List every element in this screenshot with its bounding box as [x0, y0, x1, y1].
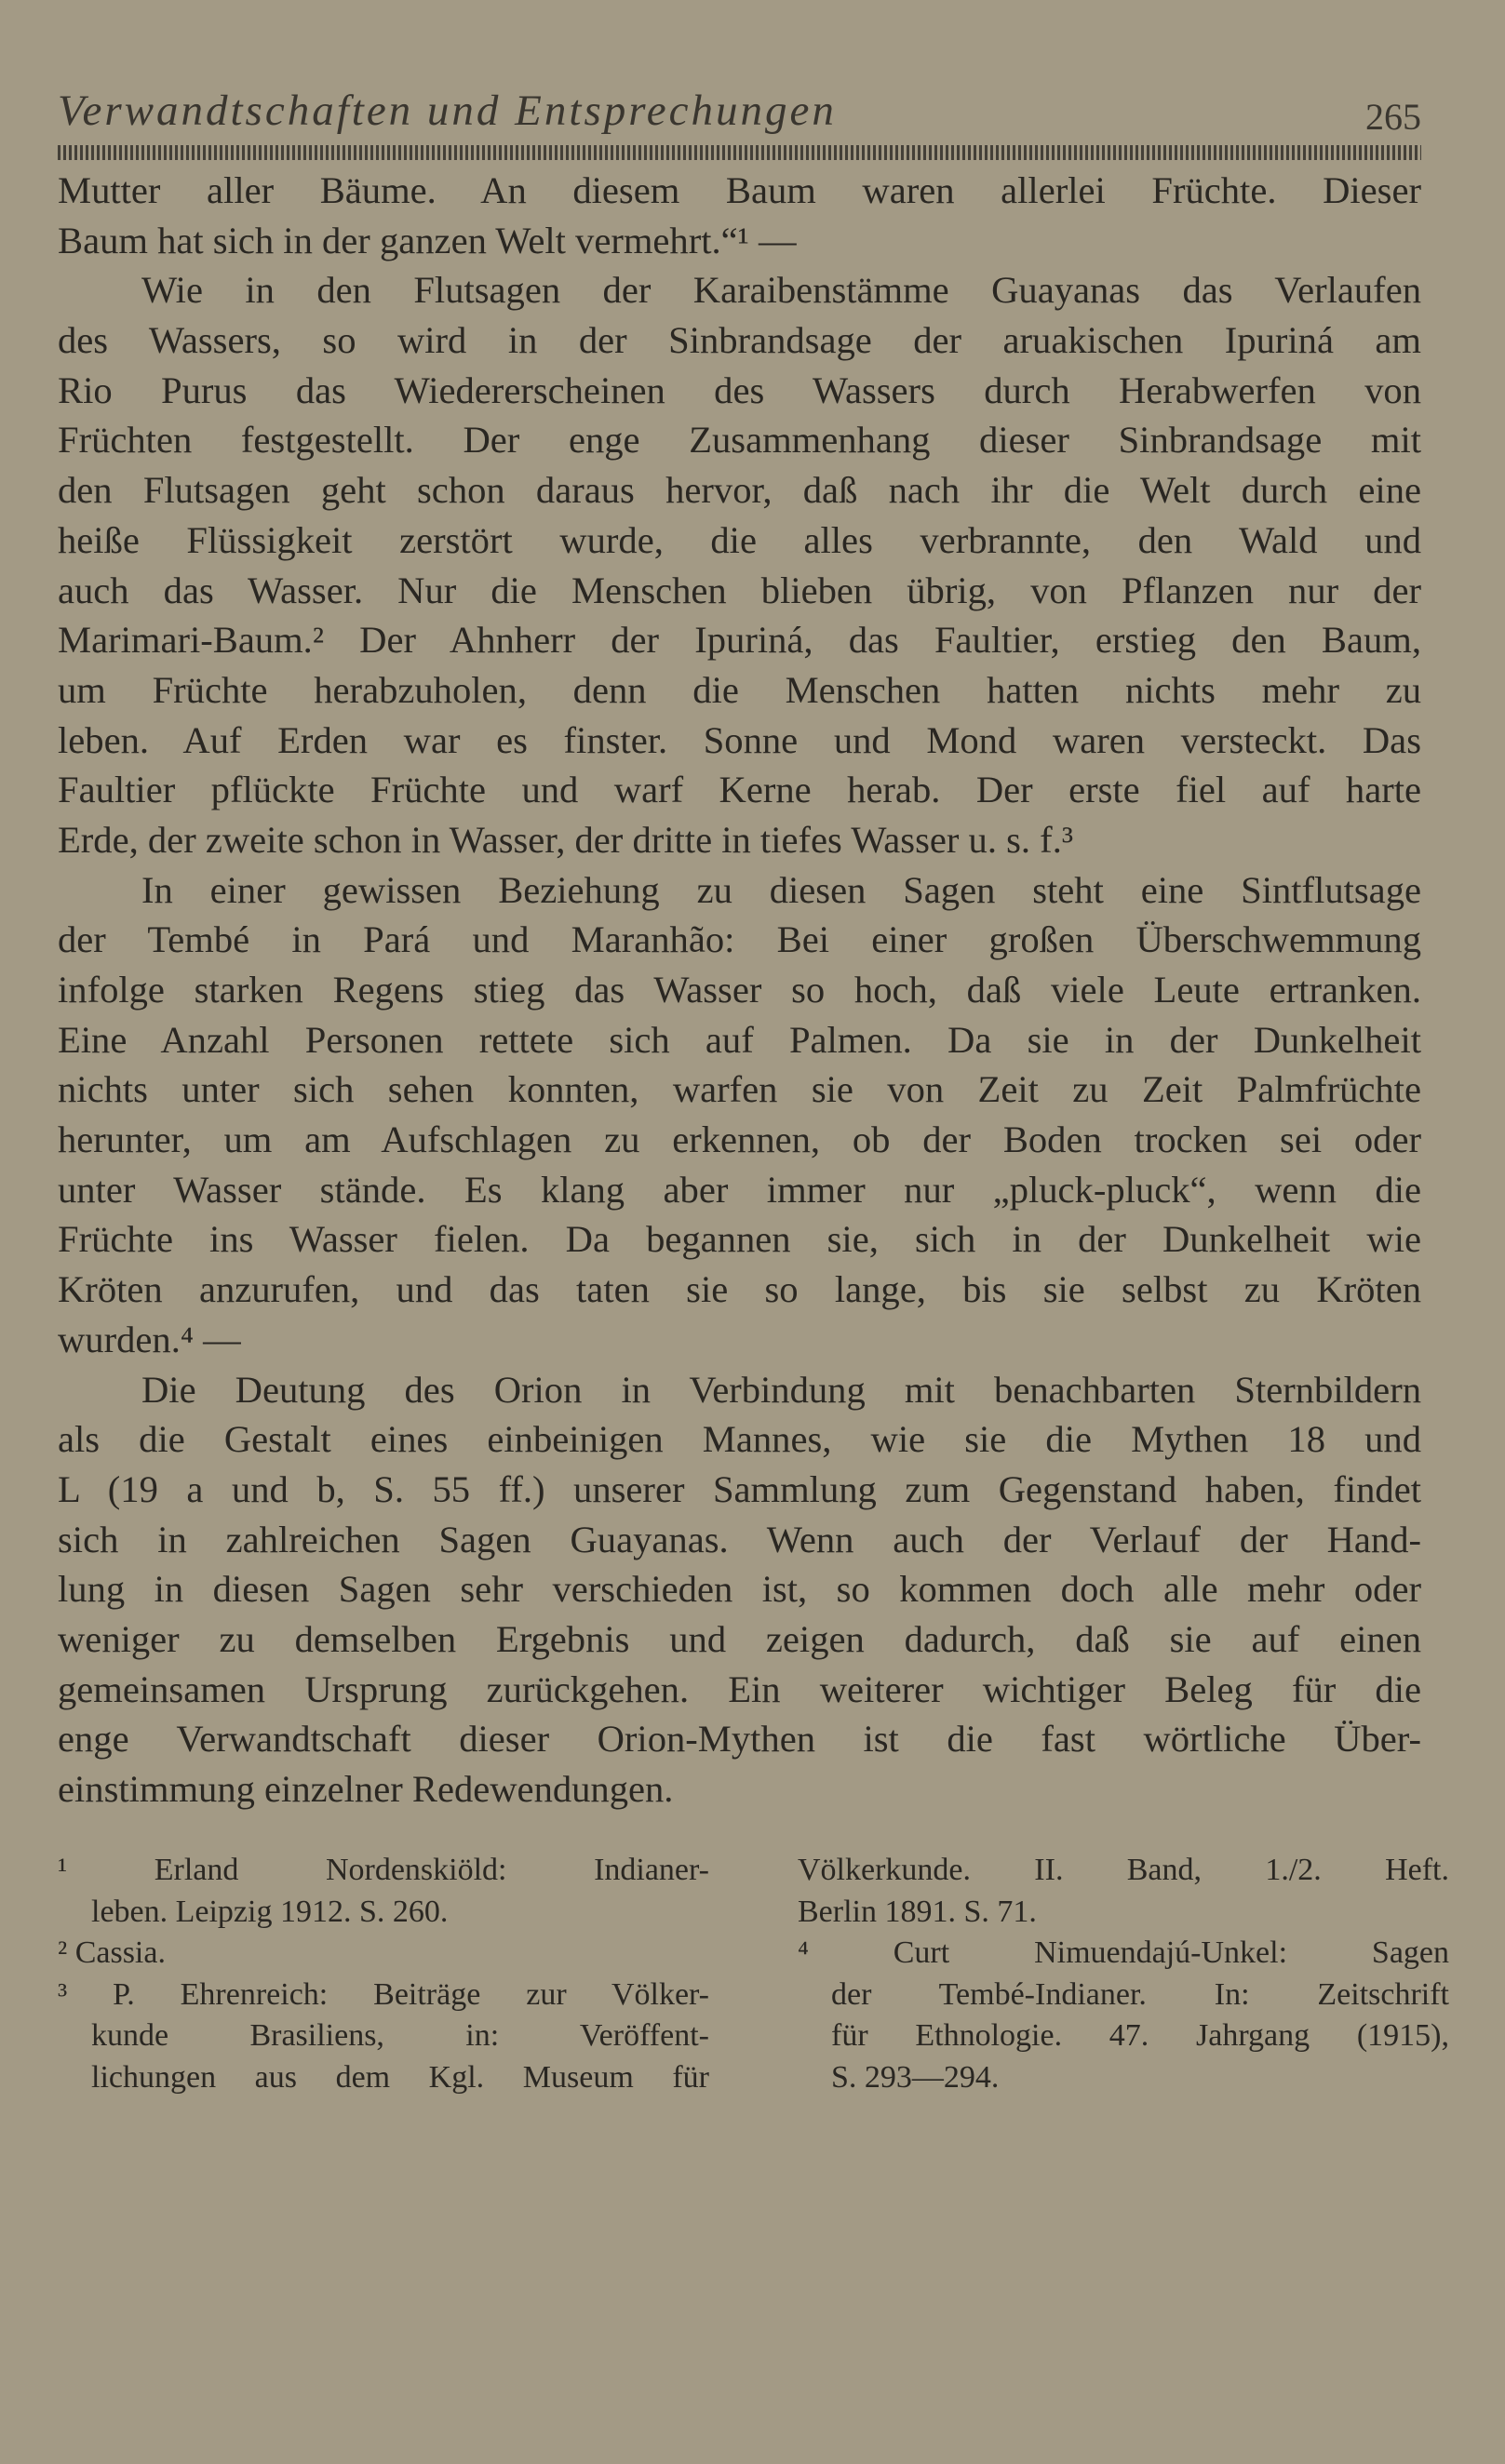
body-line: Die Deutung des Orion in Verbindung mit benachbarten Sternbildern	[141, 1368, 1421, 1411]
body-line: leben. Auf Erden war es finster. Sonne und Mond waren versteckt. Das	[58, 718, 1421, 761]
body-line: um Früchte herabzuholen, denn die Menschen hatten nichts mehr zu	[58, 668, 1421, 711]
running-title: Verwandtschaften und Entsprechungen	[58, 87, 837, 135]
body-line: des Wassers, so wird in der Sinbrandsage der aruakischen Ipuriná am	[58, 319, 1421, 362]
body-line: Baum hat sich in der ganzen Welt vermehrt.“¹ —	[58, 219, 797, 261]
body-line: als die Gestalt eines einbeinigen Mannes, wie sie die Mythen 18 und	[58, 1418, 1421, 1461]
footnote-line: ⁴ Curt Nimuendajú-Unkel: Sagen	[798, 1935, 1449, 1970]
body-line: weniger zu demselben Ergebnis und zeigen dadurch, daß sie auf einen	[58, 1617, 1421, 1660]
body-line: Faultier pflückte Früchte und warf Kerne herab. Der erste fiel auf harte	[58, 769, 1421, 811]
footnote-line: leben. Leipzig 1912. S. 260.	[91, 1894, 449, 1929]
body-line: auch das Wasser. Nur die Menschen blieben übrig, von Pflanzen nur der	[58, 569, 1421, 611]
body-line: wurden.⁴ —	[58, 1318, 241, 1360]
body-line: In einer gewissen Beziehung zu diesen Sagen steht eine Sintflutsage	[141, 868, 1421, 911]
footnote-line: kunde Brasiliens, in: Veröffent-	[91, 2018, 709, 2053]
body-line: Eine Anzahl Personen rettete sich auf Palmen. Da sie in der Dunkelheit	[58, 1018, 1421, 1061]
footnote-line: ³ P. Ehrenreich: Beiträge zur Völker-	[58, 1976, 709, 2012]
body-line: der Tembé in Pará und Maranhão: Bei einer großen Überschwemmung	[58, 918, 1421, 961]
body-line: enge Verwandtschaft dieser Orion-Mythen ist die fast wörtliche Über-	[58, 1718, 1421, 1761]
footnote-line: für Ethnologie. 47. Jahrgang (1915),	[831, 2018, 1449, 2053]
footnote-line: Völkerkunde. II. Band, 1./2. Heft.	[798, 1853, 1449, 1887]
body-line: gemeinsamen Ursprung zurückgehen. Ein weiterer wichtiger Beleg für die	[58, 1667, 1421, 1710]
footnote-line: ¹ Erland Nordenskiöld: Indianer-	[58, 1853, 709, 1887]
body-line: infolge starken Regens stieg das Wasser so hoch, daß viele Leute ertranken.	[58, 969, 1421, 1011]
body-line: Wie in den Flutsagen der Karaibenstämme Guayanas das Verlaufen	[141, 269, 1421, 312]
footnote-line: ² Cassia.	[58, 1935, 166, 1970]
running-head	[58, 86, 1421, 143]
body-line: Mutter aller Bäume. An diesem Baum waren allerlei Früchte. Dieser	[58, 169, 1421, 211]
body-line: lung in diesen Sagen sehr verschieden ist, so kommen doch alle mehr oder	[58, 1568, 1421, 1611]
footnotes-right-column	[798, 1850, 1449, 2098]
body-text	[58, 166, 1421, 1815]
footnote-line: Berlin 1891. S. 71.	[798, 1894, 1037, 1929]
body-line: L (19 a und b, S. 55 ff.) unserer Sammlung zum Gegenstand haben, findet	[58, 1467, 1421, 1510]
header-rule	[58, 145, 1421, 160]
body-line: Rio Purus das Wiedererscheinen des Wassers durch Herabwerfen von	[58, 368, 1421, 411]
body-line: Früchte ins Wasser fielen. Da begannen sie, sich in der Dunkelheit wie	[58, 1218, 1421, 1261]
body-line: nichts unter sich sehen konnten, warfen sie von Zeit zu Zeit Palmfrüchte	[58, 1068, 1421, 1111]
body-line: herunter, um am Aufschlagen zu erkennen, ob der Boden trocken sei oder	[58, 1118, 1421, 1161]
body-line: den Flutsagen geht schon daraus hervor, daß nach ihr die Welt durch eine	[58, 469, 1421, 512]
footnotes-left-column	[58, 1850, 709, 2098]
page-number: 265	[1365, 96, 1421, 138]
body-line: sich in zahlreichen Sagen Guayanas. Wenn auch der Verlauf der Hand-	[58, 1518, 1421, 1560]
footnote-line: S. 293—294.	[831, 2059, 1000, 2095]
body-line: Erde, der zweite schon in Wasser, der dritte in tiefes Wasser u. s. f.³	[58, 818, 1074, 861]
body-line: Früchten festgestellt. Der enge Zusammenhang dieser Sinbrandsage mit	[58, 419, 1421, 462]
footnote-line: lichungen aus dem Kgl. Museum für	[91, 2059, 709, 2095]
body-line: Kröten anzurufen, und das taten sie so lange, bis sie selbst zu Kröten	[58, 1268, 1421, 1311]
body-line: unter Wasser stände. Es klang aber immer nur „pluck-pluck“, wenn die	[58, 1168, 1421, 1211]
body-line: heiße Flüssigkeit zerstört wurde, die alles verbrannte, den Wald und	[58, 518, 1421, 561]
body-line: Marimari-Baum.² Der Ahnherr der Ipuriná, das Faultier, erstieg den Baum,	[58, 619, 1421, 662]
body-line: einstimmung einzelner Redewendungen.	[58, 1768, 674, 1810]
footnote-line: der Tembé-Indianer. In: Zeitschrift	[831, 1976, 1449, 2012]
